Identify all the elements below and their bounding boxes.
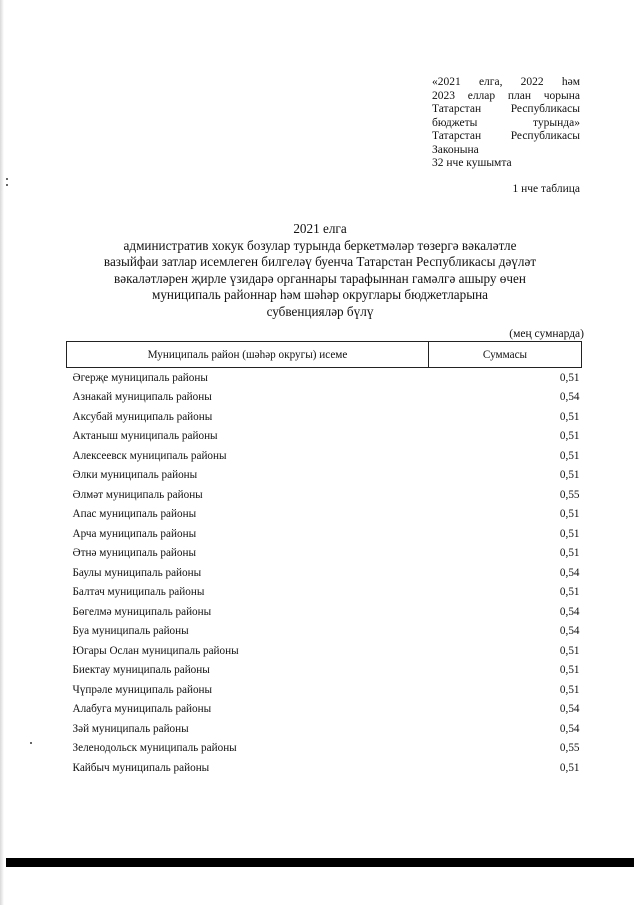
subvention-amount: 0,51 (559, 469, 580, 482)
table-row (67, 524, 582, 544)
table-row (67, 661, 582, 681)
municipality-name: Аксубай муниципаль районы (72, 410, 213, 423)
table-row (67, 446, 582, 466)
subvention-amount: 0,51 (559, 644, 580, 657)
table-number: 1 нче таблица (512, 183, 580, 195)
subvention-amount: 0,51 (559, 449, 580, 462)
table-row (67, 583, 582, 603)
table-row (67, 700, 582, 720)
appendix-line: Татарстан Республикасы (432, 130, 580, 142)
scan-bottom-bar (6, 858, 634, 867)
table-body (67, 368, 582, 778)
municipality-name: Бөгелмә муниципаль районы (72, 605, 212, 618)
appendix-line: Законына (432, 143, 479, 156)
table-row (67, 505, 582, 525)
table-row (67, 719, 582, 739)
subvention-amount: 0,54 (559, 566, 580, 579)
table-row (67, 641, 582, 661)
title-line: административ хокук бозулар турында беркетмәләр төзергә вәкаләтле (123, 237, 517, 253)
title-line: вазыйфаи затлар исемлеген билгеләү буенча Татарстан Республикасы дәүләт (103, 254, 537, 270)
subvention-amount: 0,51 (559, 547, 580, 560)
municipality-name: Азнакай муниципаль районы (72, 391, 212, 404)
subvention-amount: 0,51 (559, 683, 580, 696)
column-header-sum: Суммасы (429, 342, 582, 368)
municipality-name: Буа муниципаль районы (72, 625, 189, 638)
subvention-amount: 0,51 (559, 508, 580, 521)
municipality-name: Зәй муниципаль районы (72, 722, 189, 735)
subvention-amount: 0,51 (559, 527, 580, 540)
municipality-name: Әлмәт муниципаль районы (72, 488, 203, 501)
scan-edge (0, 0, 4, 905)
subvention-amount: 0,54 (559, 625, 580, 638)
table-row (67, 407, 582, 427)
municipality-name: Чүпрәле муниципаль районы (72, 683, 213, 696)
scan-speck (6, 178, 8, 180)
municipality-name: Апас муниципаль районы (72, 508, 197, 521)
municipality-name: Әлки муниципаль районы (72, 469, 198, 482)
appendix-line: «2021 елга, 2022 һәм (432, 76, 580, 88)
table-row (67, 485, 582, 505)
appendix-line: 32 нче кушымта (432, 157, 512, 169)
subvention-amount: 0,55 (559, 742, 580, 755)
subvention-amount: 0,55 (559, 488, 580, 501)
municipality-name: Биектау муниципаль районы (72, 664, 210, 677)
municipality-name: Кайбыч муниципаль районы (72, 761, 210, 774)
table-row (67, 563, 582, 583)
subvention-amount: 0,54 (559, 703, 580, 716)
subvention-amount: 0,54 (559, 722, 580, 735)
title-line: муниципаль районнар һәм шәһәр округлары бюджетларына (151, 287, 489, 303)
table-row (67, 427, 582, 447)
municipality-name: Югары Ослан муниципаль районы (72, 644, 239, 657)
table-row (67, 388, 582, 408)
table-row (67, 544, 582, 564)
municipality-name: Баулы муниципаль районы (72, 566, 202, 579)
municipality-name: Балтач муниципаль районы (72, 586, 205, 599)
subvention-table (66, 341, 582, 778)
subvention-amount: 0,54 (559, 391, 580, 404)
appendix-line: 2023 еллар план чорына (432, 89, 580, 102)
subvention-amount: 0,51 (559, 664, 580, 677)
subvention-amount: 0,51 (559, 410, 580, 423)
municipality-name: Алексеевск муниципаль районы (72, 449, 227, 462)
unit-note: (мең сумнарда) (509, 328, 584, 340)
subvention-amount: 0,51 (559, 430, 580, 443)
subvention-amount: 0,51 (559, 371, 580, 384)
title-line: вәкаләтләрен җирле үзидарә органнары тарафыннан гамәлгә ашыру өчен (114, 270, 526, 286)
subvention-amount: 0,51 (559, 761, 580, 774)
document-title (60, 221, 580, 321)
municipality-name: Арча муниципаль районы (72, 527, 197, 540)
municipality-name: Актаныш муниципаль районы (72, 430, 218, 443)
table-row (67, 739, 582, 759)
title-line: субвенцияләр бүлү (266, 303, 374, 319)
scan-speck (6, 184, 8, 186)
appendix-line: бюджеты турында» (432, 116, 580, 129)
municipality-name: Алабуга муниципаль районы (72, 703, 212, 716)
scan-speck (30, 742, 32, 744)
table-row (67, 466, 582, 486)
table-row (67, 368, 582, 388)
table-row (67, 680, 582, 700)
subvention-amount: 0,51 (559, 586, 580, 599)
municipality-name: Зеленодольск муниципаль районы (72, 742, 237, 755)
municipality-name: Әгерҗе муниципаль районы (72, 371, 208, 384)
table-row (67, 622, 582, 642)
table-header-row (67, 342, 582, 368)
appendix-line: Татарстан Республикасы (432, 103, 580, 115)
appendix-note (432, 76, 580, 171)
column-header-name: Муниципаль район (шәһәр округы) исеме (67, 342, 429, 368)
table-row (67, 602, 582, 622)
table-row (67, 758, 582, 778)
subvention-amount: 0,54 (559, 605, 580, 618)
title-line: 2021 елга (293, 221, 347, 236)
municipality-name: Әтнә муниципаль районы (72, 547, 197, 560)
